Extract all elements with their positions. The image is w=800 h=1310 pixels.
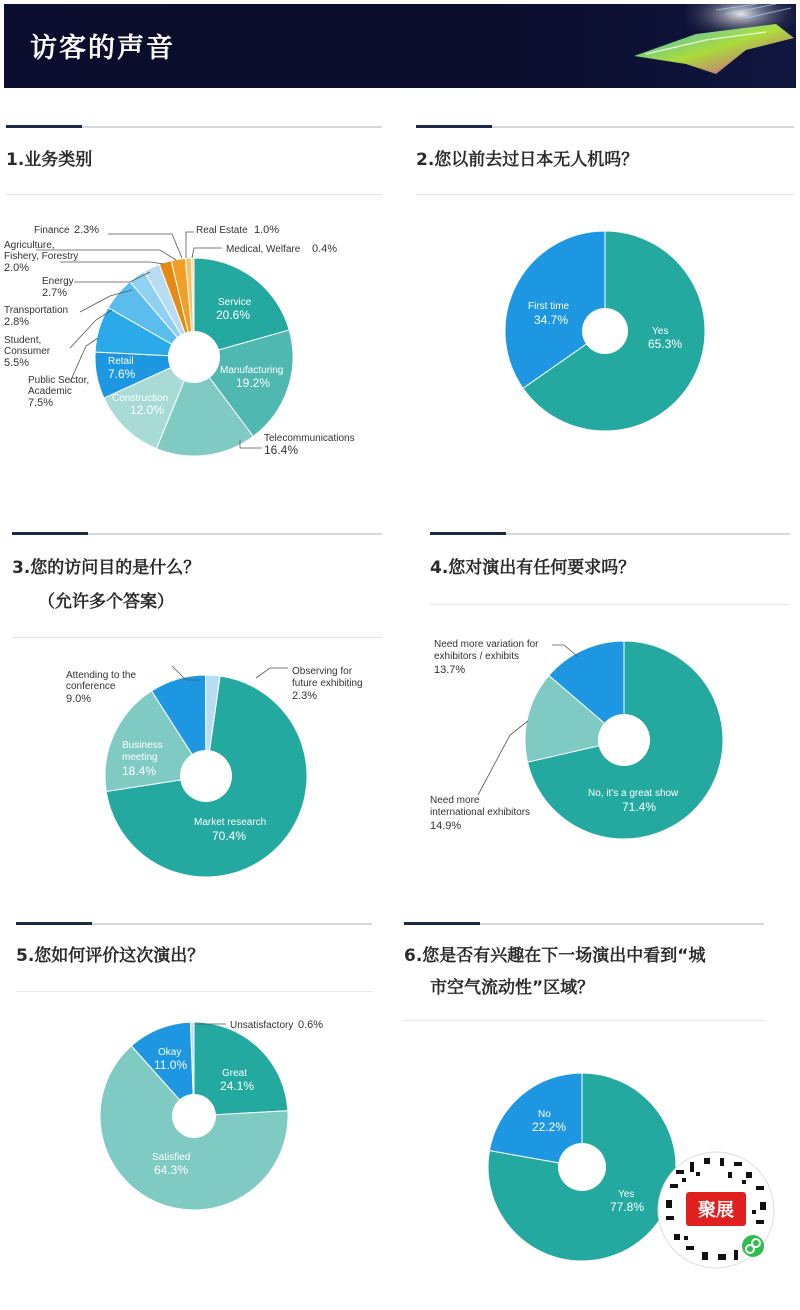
- q3-label-market: Market research: [194, 817, 267, 828]
- q1-label-realestate: Real Estate: [196, 225, 248, 236]
- q4-label-variation-2: exhibitors / exhibits: [434, 651, 520, 662]
- q5-label-great: Great: [222, 1068, 248, 1079]
- q2-pie-chart: [500, 230, 720, 440]
- q1-pct-medical: 0.4%: [312, 243, 338, 255]
- q1-pct-retail: 7.6%: [108, 367, 136, 381]
- q4-label-variation-1: Need more variation for: [434, 639, 539, 650]
- q3-label-business-1: Business: [122, 740, 163, 751]
- q4-label-intl-2: international exhibitors: [430, 807, 531, 818]
- q3-pct-business: 18.4%: [122, 764, 157, 778]
- q6-section-rule: [404, 923, 764, 925]
- q5-pct-satisfied: 64.3%: [154, 1163, 189, 1177]
- q1-label-finance: Finance: [34, 225, 70, 236]
- q4-title: 4.您对演出有任何要求吗？: [430, 558, 636, 578]
- q1-label-energy: Energy: [42, 276, 74, 287]
- q2-label-yes: Yes: [652, 326, 669, 337]
- q1-label-medical: Medical, Welfare: [226, 244, 301, 255]
- q1-pct-service: 20.6%: [216, 308, 251, 322]
- q5-label-satisfied: Satisfied: [152, 1152, 191, 1163]
- q5-pct-okay: 11.0%: [154, 1058, 188, 1072]
- q1-label-construction: Construction: [112, 393, 169, 404]
- q4-pct-great: 71.4%: [622, 800, 657, 814]
- q3-label-observing-2: future exhibiting: [292, 678, 363, 689]
- q1-label-transport: Transportation: [4, 305, 69, 316]
- q1-pct-realestate: 1.0%: [254, 224, 280, 236]
- q5-label-unsat: Unsatisfactory: [230, 1020, 294, 1031]
- q1-pct-public: 7.5%: [28, 397, 54, 409]
- q2-title: 2.您以前去过日本无人机吗？: [416, 150, 639, 170]
- header-banner: [4, 4, 796, 88]
- q3-label-conference-1: Attending to the: [66, 670, 137, 681]
- q5-pct-great: 24.1%: [220, 1079, 255, 1093]
- drone-illustration: [626, 4, 796, 88]
- q1-label-student-1: Student,: [4, 335, 42, 346]
- q3-pct-conference: 9.0%: [66, 693, 92, 705]
- q3-pct-observing: 2.3%: [292, 690, 318, 702]
- q3-label-observing-1: Observing for: [292, 666, 353, 677]
- q3-title-divider: [12, 637, 382, 638]
- q2-label-first: First time: [528, 301, 570, 312]
- q3-label-business-2: meeting: [122, 752, 158, 763]
- q1-pct-transport: 2.8%: [4, 316, 30, 328]
- q1-pct-manufacturing: 19.2%: [236, 376, 271, 390]
- q5-title-divider: [16, 991, 372, 992]
- q3-title-line1: 3.您的访问目的是什么？: [12, 558, 201, 578]
- q4-title-divider: [430, 604, 790, 605]
- q1-label-agri-1: Agriculture,: [4, 240, 55, 251]
- q1-pct-construction: 12.0%: [130, 403, 165, 417]
- q4-label-intl-1: Need more: [430, 795, 480, 806]
- page-title: 访客的声音: [30, 33, 175, 64]
- q3-pie-chart: [60, 660, 363, 890]
- q1-pct-finance: 2.3%: [74, 224, 100, 236]
- q1-section-rule: [6, 126, 382, 128]
- q6-label-no: No: [538, 1109, 551, 1120]
- q3-label-conference-2: conference: [66, 681, 116, 692]
- q3-pct-market: 70.4%: [212, 829, 247, 843]
- q6-title-line2: 市空气流动性”区域？: [430, 978, 595, 998]
- q5-section-rule: [16, 923, 372, 925]
- q3-title-line2: （允许多个答案）: [38, 592, 174, 612]
- q6-pct-no: 22.2%: [532, 1120, 567, 1134]
- q6-label-yes: Yes: [618, 1189, 635, 1200]
- q1-label-manufacturing: Manufacturing: [220, 365, 284, 376]
- qr-badge-label: 聚展: [698, 1200, 734, 1220]
- q1-label-service: Service: [218, 297, 252, 308]
- q1-label-student-2: Consumer: [4, 346, 51, 357]
- q3-section-rule: [12, 533, 382, 535]
- q4-pct-variation: 13.7%: [434, 664, 466, 676]
- q6-title-line1: 6.您是否有兴趣在下一场演出中看到“城: [404, 946, 706, 966]
- q1-pct-agri: 2.0%: [4, 262, 30, 274]
- q4-pct-intl: 14.9%: [430, 820, 462, 832]
- q2-title-divider: [416, 194, 794, 195]
- q5-pct-unsat: 0.6%: [298, 1019, 324, 1031]
- q1-title: 1.业务类别: [6, 150, 93, 170]
- q5-label-okay: Okay: [158, 1047, 182, 1058]
- q1-label-telecom: Telecommunications: [264, 433, 355, 444]
- q1-label-public-1: Public Sector,: [28, 375, 90, 386]
- q1-pie-chart: [0, 200, 400, 500]
- mini-program-qr-code[interactable]: [656, 1150, 776, 1270]
- q1-pct-student: 5.5%: [4, 357, 30, 369]
- q4-section-rule: [430, 533, 790, 535]
- q1-label-retail: Retail: [108, 356, 134, 367]
- q1-pct-energy: 2.7%: [42, 287, 68, 299]
- q2-section-rule: [416, 126, 794, 128]
- q2-pct-first: 34.7%: [534, 313, 569, 327]
- q1-label-agri-2: Fishery, Forestry: [4, 251, 79, 262]
- q5-pie-chart: [100, 1010, 400, 1220]
- q2-pct-yes: 65.3%: [648, 337, 683, 351]
- q1-title-divider: [6, 194, 382, 195]
- q5-title: 5.您如何评价这次演出？: [16, 946, 205, 966]
- q4-label-great: No, it's a great show: [588, 788, 679, 799]
- q1-pct-telecom: 16.4%: [264, 443, 299, 457]
- q1-label-public-2: Academic: [28, 386, 72, 397]
- q6-title-divider: [404, 1020, 764, 1021]
- q6-pct-yes: 77.8%: [610, 1200, 645, 1214]
- q4-pie-chart: [428, 635, 738, 845]
